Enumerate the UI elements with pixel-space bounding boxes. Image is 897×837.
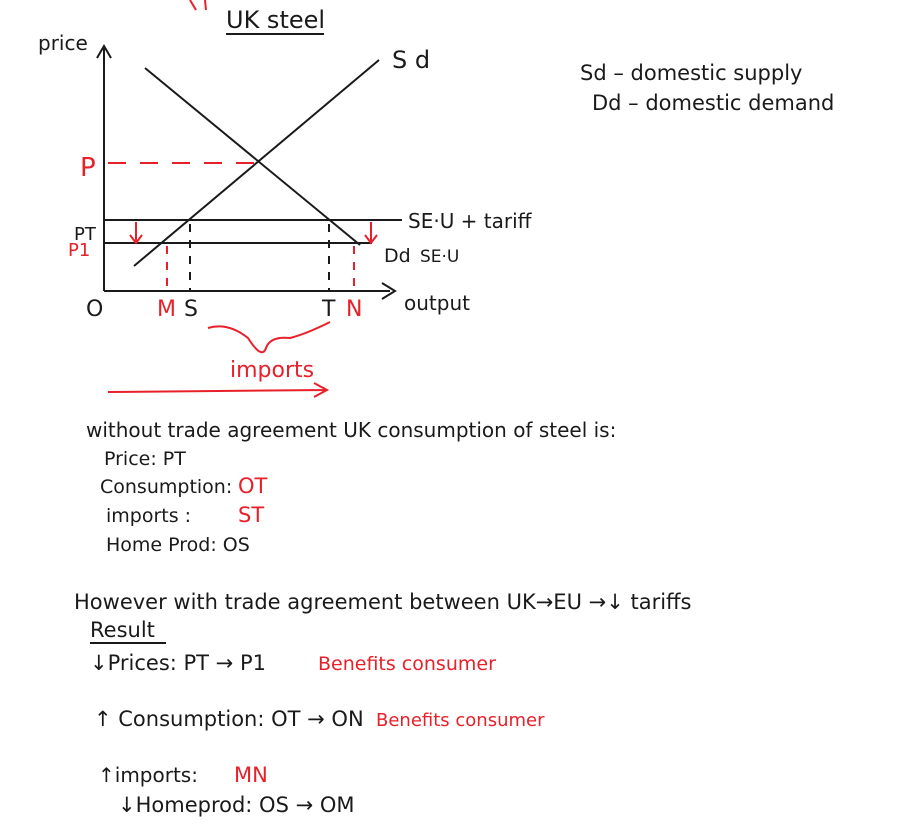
t-label: T bbox=[322, 297, 336, 322]
note-imports-up: ↑imports: bbox=[98, 763, 198, 787]
pt-label: PT bbox=[74, 224, 96, 245]
left-down-arrow bbox=[130, 222, 142, 243]
m-label: M bbox=[157, 297, 176, 322]
note-price: Price: PT bbox=[104, 448, 186, 470]
note-consumption-benefit: Benefits consumer bbox=[376, 710, 545, 731]
note-imports-label: imports : bbox=[106, 505, 192, 527]
note-consumption-value: OT bbox=[238, 474, 268, 498]
note-result: Result bbox=[90, 618, 155, 642]
domestic-demand-curve bbox=[145, 68, 360, 245]
note-prices-benefit: Benefits consumer bbox=[318, 653, 496, 675]
note-imports-value: ST bbox=[238, 503, 265, 527]
demand-label: Dd bbox=[384, 245, 411, 267]
note-line1: without trade agreement UK consumption of steel is: bbox=[86, 418, 617, 442]
imports-brace bbox=[208, 322, 330, 352]
note-however: However with trade agreement between UK→EU →↓ tariffs bbox=[74, 590, 692, 614]
domestic-supply-curve bbox=[134, 60, 379, 266]
imports-arrow bbox=[108, 383, 327, 397]
diagram-title: UK steel bbox=[226, 6, 326, 34]
legend-sd: Sd – domestic supply bbox=[580, 61, 803, 85]
s-label: S bbox=[184, 297, 198, 322]
note-imports-up-value: MN bbox=[234, 763, 268, 787]
imports-label: imports bbox=[230, 358, 315, 383]
x-axis-label: output bbox=[404, 291, 470, 315]
top-red-mark bbox=[190, 0, 206, 10]
origin-label: O bbox=[86, 297, 104, 322]
right-down-arrow bbox=[365, 222, 377, 243]
p1-label: P1 bbox=[68, 240, 91, 261]
p-label: P bbox=[80, 153, 96, 183]
y-axis-label: price bbox=[38, 31, 88, 55]
supply-label: S d bbox=[392, 46, 431, 74]
note-homeprod-down: ↓Homeprod: OS → OM bbox=[118, 793, 355, 817]
legend-dd: Dd – domestic demand bbox=[592, 91, 835, 115]
note-homeprod: Home Prod: OS bbox=[106, 534, 250, 556]
se-tariff-label: SE·U + tariff bbox=[408, 209, 532, 233]
note-consumption-label: Consumption: bbox=[100, 476, 233, 498]
note-prices: ↓Prices: PT → P1 bbox=[90, 651, 266, 675]
note-consumption-up: ↑ Consumption: OT → ON bbox=[94, 707, 364, 731]
se-label: SE·U bbox=[420, 247, 460, 267]
n-label: N bbox=[346, 297, 363, 322]
